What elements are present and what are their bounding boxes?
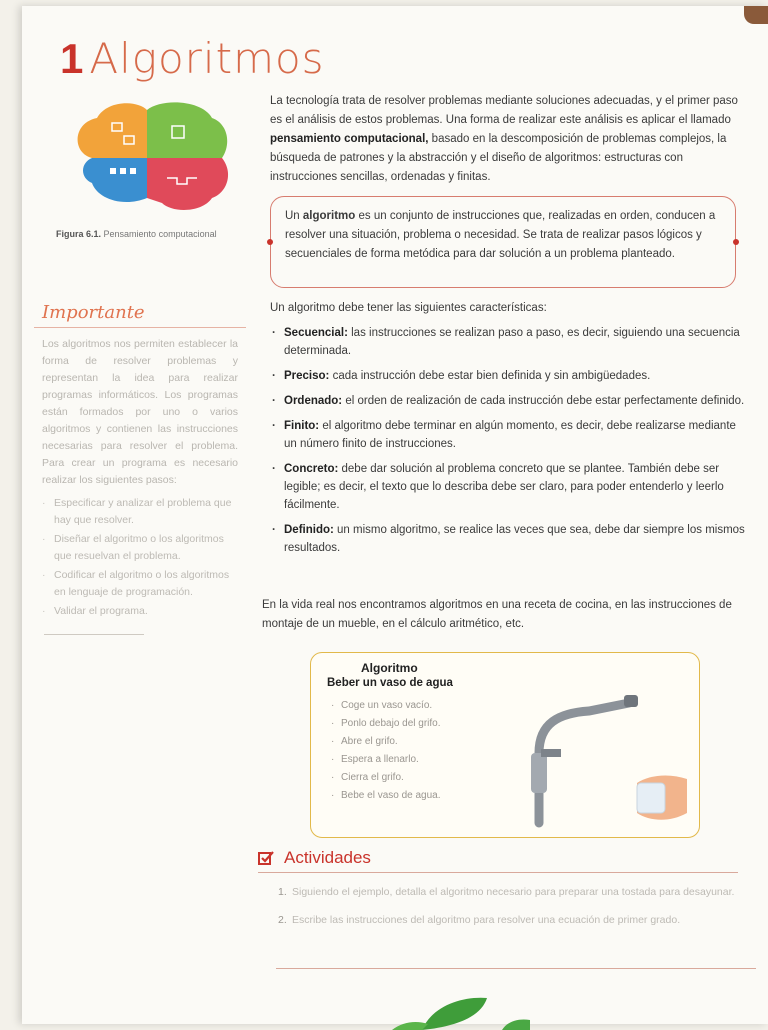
chapter-heading	[60, 34, 325, 83]
definition-pre: Un	[285, 210, 303, 222]
faucet-glass-illustration	[519, 683, 695, 833]
important-step: · Diseñar el algoritmo o los algoritmos que resuelvan el problema.	[42, 531, 238, 565]
important-divider	[34, 327, 246, 328]
characteristic-item: · Definido: un mismo algoritmo, se realice las veces que sea, debe dar siempre los mismos resultados.	[270, 521, 750, 557]
characteristic-item: · Secuencial: las instrucciones se realizan paso a paso, es decir, siguiendo una secuencia determinada.	[270, 324, 750, 360]
intro-text-2: basado en la descomposición de problemas complejos, la búsqueda de patrones y la abstracción y el diseño de algoritmos: estructuras con instrucciones sencillas, ordenadas y finitas.	[270, 133, 727, 183]
characteristics-intro: Un algoritmo debe tener las siguientes características:	[270, 302, 547, 314]
page	[22, 6, 768, 1024]
characteristic-item: · Ordenado: el orden de realización de cada instrucción debe estar perfectamente definido.	[270, 392, 750, 410]
activities-title: Actividades	[284, 848, 371, 867]
algorithm-step: · Ponlo debajo del grifo.	[331, 715, 441, 733]
activity-item: 2. Escribe las instrucciones del algoritmo para resolver una ecuación de primer grado.	[278, 914, 681, 926]
algorithm-steps	[331, 697, 441, 805]
chapter-title: Algoritmos	[89, 34, 325, 83]
pencil-check-icon	[258, 850, 274, 866]
algorithm-label: Algoritmo	[361, 661, 418, 675]
algorithm-example-box	[310, 652, 700, 838]
figure-caption-text: Pensamiento computacional	[103, 229, 217, 239]
activity-item: 1. Siguiendo el ejemplo, detalla el algoritmo necesario para preparar una tostada para desayunar.	[278, 886, 735, 898]
plant-leaf-decoration	[392, 986, 532, 1030]
characteristic-item: · Finito: el algoritmo debe terminar en algún momento, es decir, debe realizarse mediante un número finito de instrucciones.	[270, 417, 750, 453]
algorithm-step: · Bebe el vaso de agua.	[331, 787, 441, 805]
algorithm-step: · Coge un vaso vacío.	[331, 697, 441, 715]
intro-text-1: La tecnología trata de resolver problemas mediante soluciones adecuadas, y el primer paso es el análisis de estos problemas. Una forma de realizar este análisis es aplicar el llamado	[270, 95, 738, 126]
characteristic-item: · Preciso: cada instrucción debe estar bien definida y sin ambigüedades.	[270, 367, 750, 385]
definition-box	[270, 196, 736, 288]
chapter-number: 1	[60, 35, 84, 82]
activities-divider	[258, 872, 738, 873]
important-step: · Especificar y analizar el problema que hay que resolver.	[42, 495, 238, 529]
intro-bold: pensamiento computacional,	[270, 133, 429, 145]
characteristic-item: · Concreto: debe dar solución al problema concreto que se plantee. También debe ser legible; es decir, el texto que lo describa debe ser claro, para poder entenderlo y leerlo fácilmente.	[270, 460, 750, 514]
important-sidebar	[34, 302, 246, 635]
definition-term: algoritmo	[302, 210, 356, 222]
activities-header	[258, 848, 758, 873]
activities-list	[278, 884, 758, 940]
box-dot-left	[267, 239, 273, 245]
brain-puzzle-illustration	[62, 98, 242, 218]
important-text: Los algoritmos nos permiten establecer la forma de resolver problemas y representan la idea para realizar programas informáticos. Los programas están formados por uno o varios algoritmos y contienen las instrucciones necesarias para resolver el problema. Para crear un programa es necesario realizar los siguientes pasos:	[42, 338, 238, 486]
important-steps	[34, 495, 246, 620]
algorithm-name: Beber un vaso de agua	[327, 677, 453, 689]
real-life-paragraph: En la vida real nos encontramos algoritmos en una receta de cocina, en las instrucciones de montaje de un mueble, en el cálculo aritmético, etc.	[262, 599, 732, 630]
intro-paragraph	[270, 92, 750, 187]
algorithm-step: · Abre el grifo.	[331, 733, 441, 751]
figure-caption	[56, 228, 226, 240]
important-step: · Codificar el algoritmo o los algoritmos en lenguaje de programación.	[42, 567, 238, 601]
box-dot-right	[733, 239, 739, 245]
characteristics-list	[270, 324, 750, 564]
page-corner	[744, 6, 768, 24]
figure-label: Figura 6.1.	[56, 229, 102, 239]
important-title: Importante	[42, 302, 145, 323]
definition-text: es un conjunto de instrucciones que, realizadas en orden, conducen a resolver una situación, problema o necesidad. Se trata de realizar pasos lógicos y secuenciales de forma metódica para dar solución a un problema planteado.	[285, 210, 716, 260]
important-bottom-divider	[44, 634, 144, 635]
bottom-divider	[276, 968, 756, 969]
algorithm-step: · Cierra el grifo.	[331, 769, 441, 787]
important-step: · Validar el programa.	[42, 603, 238, 620]
algorithm-step: · Espera a llenarlo.	[331, 751, 441, 769]
activities-title-row	[258, 848, 758, 868]
